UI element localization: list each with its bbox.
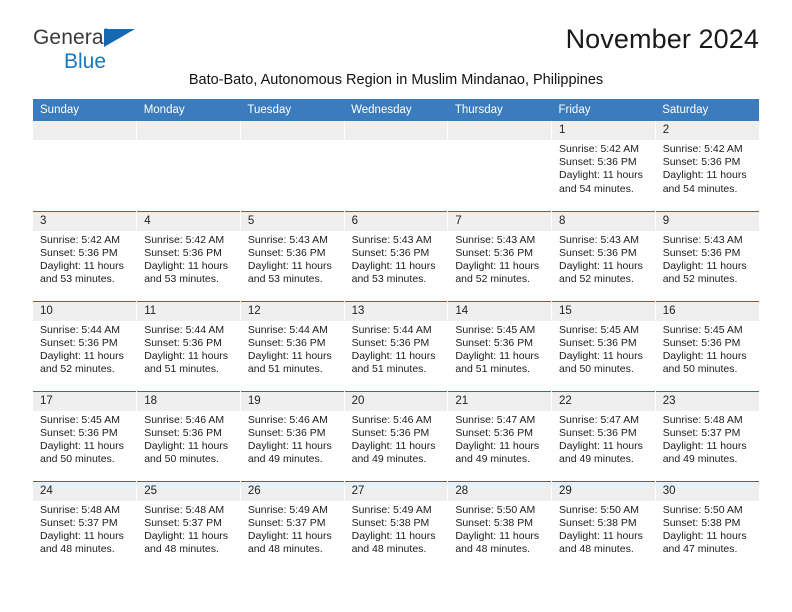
calendar-day-cell[interactable] <box>448 481 552 571</box>
page-subtitle: Bato-Bato, Autonomous Region in Muslim Mindanao, Philippines <box>188 72 604 88</box>
logo-text-blue: Blue <box>64 50 107 73</box>
day-number: 13 <box>345 302 449 321</box>
calendar-day-cell[interactable] <box>240 211 344 301</box>
day-sun-info <box>345 411 448 467</box>
sunset-text: Sunset: 5:36 PM <box>247 336 326 349</box>
sunrise-text: Sunrise: 5:46 AM <box>247 413 328 426</box>
daylight-text-line1: Daylight: 11 hours <box>559 349 643 362</box>
weekday-header-saturday: Saturday <box>655 99 759 121</box>
sunset-text: Sunset: 5:36 PM <box>40 246 118 259</box>
day-sun-info <box>656 321 759 377</box>
page-header <box>33 0 759 73</box>
day-sun-info <box>448 321 551 377</box>
sunset-text: Sunset: 5:36 PM <box>351 246 430 259</box>
calendar-day-cell[interactable] <box>655 391 759 481</box>
day-sun-info <box>656 140 759 196</box>
sunset-text: Sunset: 5:36 PM <box>559 426 637 439</box>
sunrise-text: Sunrise: 5:47 AM <box>559 413 639 426</box>
day-number: 1 <box>552 121 656 140</box>
weekday-header-tuesday: Tuesday <box>240 99 344 121</box>
day-number: 27 <box>345 482 449 501</box>
calendar-day-cell-empty <box>137 121 241 211</box>
daylight-text-line1: Daylight: 11 hours <box>40 529 124 542</box>
sunrise-text: Sunrise: 5:45 AM <box>662 323 743 336</box>
sunset-text: Sunset: 5:37 PM <box>40 516 118 529</box>
daylight-text-line1: Daylight: 11 hours <box>247 529 332 542</box>
daylight-text-line2: and 48 minutes. <box>559 543 634 556</box>
day-sun-info <box>552 321 655 377</box>
day-sun-info <box>552 411 655 467</box>
daylight-text-line2: and 51 minutes. <box>455 363 531 376</box>
sunset-text: Sunset: 5:36 PM <box>455 426 533 439</box>
daylight-text-line2: and 50 minutes. <box>662 363 738 376</box>
day-sun-info <box>656 411 759 467</box>
day-sun-info <box>137 411 240 467</box>
day-sun-info <box>33 321 136 377</box>
day-number <box>448 121 552 140</box>
day-number: 20 <box>345 392 449 411</box>
day-number: 6 <box>345 212 449 231</box>
calendar-day-cell[interactable] <box>137 301 241 391</box>
weekday-header-wednesday: Wednesday <box>344 99 448 121</box>
sunrise-text: Sunrise: 5:45 AM <box>40 413 120 426</box>
daylight-text-line2: and 52 minutes. <box>455 273 531 286</box>
daylight-text-line1: Daylight: 11 hours <box>40 349 124 362</box>
sunrise-text: Sunrise: 5:48 AM <box>144 503 225 516</box>
daylight-text-line1: Daylight: 11 hours <box>662 349 747 362</box>
weekday-header-monday: Monday <box>137 99 241 121</box>
daylight-text-line1: Daylight: 11 hours <box>455 529 540 542</box>
sunrise-text: Sunrise: 5:44 AM <box>351 323 432 336</box>
calendar-day-cell-empty <box>344 121 448 211</box>
sunset-text: Sunset: 5:36 PM <box>40 426 118 439</box>
sunrise-text: Sunrise: 5:48 AM <box>662 413 743 426</box>
day-number <box>137 121 241 140</box>
calendar-day-cell[interactable] <box>344 481 448 571</box>
weekday-header-row <box>33 99 759 121</box>
daylight-text-line1: Daylight: 11 hours <box>351 529 436 542</box>
calendar-week-row <box>33 301 759 391</box>
daylight-text-line1: Daylight: 11 hours <box>662 439 747 452</box>
sunset-text: Sunset: 5:36 PM <box>662 336 741 349</box>
sunset-text: Sunset: 5:38 PM <box>455 516 533 529</box>
daylight-text-line2: and 49 minutes. <box>351 453 427 466</box>
calendar-body <box>33 121 759 571</box>
sunrise-text: Sunrise: 5:42 AM <box>144 233 225 246</box>
sunrise-text: Sunrise: 5:43 AM <box>559 233 639 246</box>
sunset-text: Sunset: 5:36 PM <box>351 426 430 439</box>
logo-top-row <box>33 27 135 49</box>
calendar-day-cell[interactable] <box>137 391 241 481</box>
weekday-header-sunday: Sunday <box>33 99 137 121</box>
daylight-text-line1: Daylight: 11 hours <box>455 439 540 452</box>
day-sun-info <box>656 501 759 557</box>
sunrise-text: Sunrise: 5:43 AM <box>455 233 536 246</box>
daylight-text-line2: and 50 minutes. <box>559 363 634 376</box>
day-sun-info <box>33 411 136 467</box>
daylight-text-line2: and 48 minutes. <box>455 543 531 556</box>
sunrise-text: Sunrise: 5:45 AM <box>559 323 639 336</box>
calendar-day-cell[interactable] <box>655 301 759 391</box>
daylight-text-line2: and 49 minutes. <box>247 453 323 466</box>
sunrise-text: Sunrise: 5:44 AM <box>247 323 328 336</box>
sunset-text: Sunset: 5:37 PM <box>662 426 741 439</box>
day-number: 11 <box>137 302 241 321</box>
day-number <box>33 121 137 140</box>
sunrise-text: Sunrise: 5:42 AM <box>559 143 639 155</box>
logo-text-general: General <box>33 26 109 49</box>
sunset-text: Sunset: 5:38 PM <box>559 516 637 529</box>
sunset-text: Sunset: 5:36 PM <box>559 336 637 349</box>
sunset-text: Sunset: 5:36 PM <box>559 156 637 169</box>
daylight-text-line1: Daylight: 11 hours <box>40 259 124 272</box>
daylight-text-line1: Daylight: 11 hours <box>351 439 436 452</box>
day-number: 18 <box>137 392 241 411</box>
calendar-day-cell[interactable] <box>655 481 759 571</box>
day-number <box>345 121 449 140</box>
day-sun-info <box>241 501 344 557</box>
day-number: 26 <box>241 482 345 501</box>
sunrise-text: Sunrise: 5:50 AM <box>559 503 639 516</box>
calendar-day-cell[interactable] <box>33 391 137 481</box>
daylight-text-line2: and 47 minutes. <box>662 543 738 556</box>
daylight-text-line1: Daylight: 11 hours <box>351 349 436 362</box>
daylight-text-line2: and 53 minutes. <box>351 273 427 286</box>
daylight-text-line1: Daylight: 11 hours <box>455 259 540 272</box>
sunrise-text: Sunrise: 5:48 AM <box>40 503 120 516</box>
calendar-day-cell[interactable] <box>655 211 759 301</box>
calendar-day-cell[interactable] <box>137 481 241 571</box>
calendar-day-cell[interactable] <box>552 121 656 211</box>
calendar-day-cell[interactable] <box>655 121 759 211</box>
day-number: 9 <box>656 212 760 231</box>
calendar-day-cell[interactable] <box>448 301 552 391</box>
calendar-day-cell[interactable] <box>448 211 552 301</box>
day-number: 24 <box>33 482 137 501</box>
sunset-text: Sunset: 5:36 PM <box>247 246 326 259</box>
sunrise-text: Sunrise: 5:44 AM <box>144 323 225 336</box>
sunset-text: Sunset: 5:36 PM <box>662 246 741 259</box>
calendar-day-cell[interactable] <box>240 301 344 391</box>
day-sun-info <box>137 231 240 287</box>
day-number: 14 <box>448 302 552 321</box>
daylight-text-line1: Daylight: 11 hours <box>40 439 124 452</box>
day-number: 10 <box>33 302 137 321</box>
daylight-text-line2: and 52 minutes. <box>662 273 738 286</box>
sunrise-text: Sunrise: 5:50 AM <box>455 503 536 516</box>
calendar-week-row <box>33 121 759 211</box>
day-sun-info <box>345 501 448 557</box>
calendar-day-cell[interactable] <box>33 481 137 571</box>
day-sun-info <box>345 231 448 287</box>
daylight-text-line2: and 48 minutes. <box>144 543 219 556</box>
calendar-header-row <box>33 99 759 121</box>
daylight-text-line2: and 54 minutes. <box>559 182 634 195</box>
daylight-text-line1: Daylight: 11 hours <box>559 259 643 272</box>
sunset-text: Sunset: 5:36 PM <box>247 426 326 439</box>
day-number: 19 <box>241 392 345 411</box>
day-number <box>241 121 345 140</box>
day-number: 2 <box>656 121 760 140</box>
day-sun-info <box>33 501 136 557</box>
day-number: 5 <box>241 212 345 231</box>
sunrise-text: Sunrise: 5:43 AM <box>351 233 432 246</box>
calendar-day-cell[interactable] <box>137 211 241 301</box>
calendar-day-cell[interactable] <box>344 301 448 391</box>
daylight-text-line2: and 52 minutes. <box>40 363 115 376</box>
day-sun-info <box>448 411 551 467</box>
sunset-text: Sunset: 5:36 PM <box>455 336 533 349</box>
day-number: 28 <box>448 482 552 501</box>
sunset-text: Sunset: 5:37 PM <box>247 516 326 529</box>
calendar-week-row <box>33 481 759 571</box>
day-number: 12 <box>241 302 345 321</box>
sunrise-text: Sunrise: 5:42 AM <box>662 143 743 155</box>
calendar-day-cell[interactable] <box>552 391 656 481</box>
sunset-text: Sunset: 5:36 PM <box>144 426 222 439</box>
daylight-text-line1: Daylight: 11 hours <box>559 169 643 182</box>
daylight-text-line1: Daylight: 11 hours <box>662 259 747 272</box>
day-number: 8 <box>552 212 656 231</box>
day-sun-info <box>552 501 655 557</box>
sunrise-text: Sunrise: 5:49 AM <box>247 503 328 516</box>
day-number: 23 <box>656 392 760 411</box>
calendar-week-row <box>33 211 759 301</box>
day-sun-info <box>33 231 136 287</box>
blue-flag-triangle-icon <box>104 29 135 47</box>
calendar-day-cell[interactable] <box>344 391 448 481</box>
sunrise-text: Sunrise: 5:43 AM <box>662 233 743 246</box>
daylight-text-line1: Daylight: 11 hours <box>662 169 747 182</box>
sunrise-text: Sunrise: 5:50 AM <box>662 503 743 516</box>
sunset-text: Sunset: 5:36 PM <box>455 246 533 259</box>
day-sun-info <box>552 231 655 287</box>
daylight-text-line1: Daylight: 11 hours <box>662 529 747 542</box>
sunset-text: Sunset: 5:37 PM <box>144 516 222 529</box>
sunset-text: Sunset: 5:36 PM <box>662 156 741 169</box>
sunrise-text: Sunrise: 5:42 AM <box>40 233 120 246</box>
daylight-text-line2: and 50 minutes. <box>144 453 219 466</box>
sunrise-text: Sunrise: 5:49 AM <box>351 503 432 516</box>
day-number: 25 <box>137 482 241 501</box>
sunrise-text: Sunrise: 5:46 AM <box>144 413 225 426</box>
daylight-text-line2: and 54 minutes. <box>662 182 738 195</box>
daylight-text-line2: and 53 minutes. <box>40 273 115 286</box>
daylight-text-line2: and 48 minutes. <box>351 543 427 556</box>
day-sun-info <box>345 321 448 377</box>
calendar-day-cell[interactable] <box>240 391 344 481</box>
calendar-day-cell[interactable] <box>552 481 656 571</box>
daylight-text-line1: Daylight: 11 hours <box>144 529 229 542</box>
daylight-text-line2: and 53 minutes. <box>144 273 219 286</box>
sunset-text: Sunset: 5:36 PM <box>144 246 222 259</box>
sunrise-text: Sunrise: 5:47 AM <box>455 413 536 426</box>
sunrise-text: Sunrise: 5:43 AM <box>247 233 328 246</box>
calendar-day-cell-empty <box>240 121 344 211</box>
calendar-day-cell[interactable] <box>552 301 656 391</box>
sunrise-sunset-calendar <box>33 99 759 571</box>
day-sun-info <box>241 231 344 287</box>
daylight-text-line1: Daylight: 11 hours <box>247 259 332 272</box>
weekday-header-friday: Friday <box>552 99 656 121</box>
calendar-day-cell-empty <box>33 121 137 211</box>
daylight-text-line2: and 51 minutes. <box>144 363 219 376</box>
general-blue-logo[interactable] <box>33 27 135 72</box>
sunrise-text: Sunrise: 5:45 AM <box>455 323 536 336</box>
day-number: 4 <box>137 212 241 231</box>
day-number: 16 <box>656 302 760 321</box>
sunset-text: Sunset: 5:36 PM <box>559 246 637 259</box>
daylight-text-line1: Daylight: 11 hours <box>144 259 229 272</box>
sunset-text: Sunset: 5:36 PM <box>351 336 430 349</box>
calendar-day-cell-empty <box>448 121 552 211</box>
day-number: 22 <box>552 392 656 411</box>
day-number: 17 <box>33 392 137 411</box>
daylight-text-line2: and 51 minutes. <box>351 363 427 376</box>
daylight-text-line1: Daylight: 11 hours <box>247 439 332 452</box>
calendar-day-cell[interactable] <box>448 391 552 481</box>
sunset-text: Sunset: 5:38 PM <box>351 516 430 529</box>
page-title: November 2024 <box>565 24 759 54</box>
day-number: 15 <box>552 302 656 321</box>
daylight-text-line1: Daylight: 11 hours <box>455 349 540 362</box>
daylight-text-line2: and 49 minutes. <box>559 453 634 466</box>
day-sun-info <box>137 321 240 377</box>
calendar-day-cell[interactable] <box>552 211 656 301</box>
day-number: 7 <box>448 212 552 231</box>
calendar-week-row <box>33 391 759 481</box>
sunset-text: Sunset: 5:38 PM <box>662 516 741 529</box>
day-sun-info <box>656 231 759 287</box>
weekday-header-thursday: Thursday <box>448 99 552 121</box>
daylight-text-line2: and 52 minutes. <box>559 273 634 286</box>
daylight-text-line2: and 50 minutes. <box>40 453 115 466</box>
sunrise-text: Sunrise: 5:46 AM <box>351 413 432 426</box>
daylight-text-line1: Daylight: 11 hours <box>247 349 332 362</box>
daylight-text-line2: and 48 minutes. <box>40 543 115 556</box>
daylight-text-line1: Daylight: 11 hours <box>144 349 229 362</box>
calendar-day-cell[interactable] <box>344 211 448 301</box>
day-number: 29 <box>552 482 656 501</box>
calendar-day-cell[interactable] <box>33 301 137 391</box>
daylight-text-line2: and 48 minutes. <box>247 543 323 556</box>
daylight-text-line1: Daylight: 11 hours <box>144 439 229 452</box>
calendar-day-cell[interactable] <box>240 481 344 571</box>
day-sun-info <box>241 321 344 377</box>
daylight-text-line2: and 51 minutes. <box>247 363 323 376</box>
sunrise-text: Sunrise: 5:44 AM <box>40 323 120 336</box>
day-number: 21 <box>448 392 552 411</box>
day-number: 30 <box>656 482 760 501</box>
calendar-day-cell[interactable] <box>33 211 137 301</box>
daylight-text-line1: Daylight: 11 hours <box>351 259 436 272</box>
sunset-text: Sunset: 5:36 PM <box>40 336 118 349</box>
day-sun-info <box>241 411 344 467</box>
day-sun-info <box>448 501 551 557</box>
daylight-text-line1: Daylight: 11 hours <box>559 529 643 542</box>
day-sun-info <box>552 140 655 196</box>
sunset-text: Sunset: 5:36 PM <box>144 336 222 349</box>
daylight-text-line2: and 53 minutes. <box>247 273 323 286</box>
day-sun-info <box>137 501 240 557</box>
daylight-text-line2: and 49 minutes. <box>662 453 738 466</box>
day-number: 3 <box>33 212 137 231</box>
daylight-text-line2: and 49 minutes. <box>455 453 531 466</box>
day-sun-info <box>448 231 551 287</box>
daylight-text-line1: Daylight: 11 hours <box>559 439 643 452</box>
